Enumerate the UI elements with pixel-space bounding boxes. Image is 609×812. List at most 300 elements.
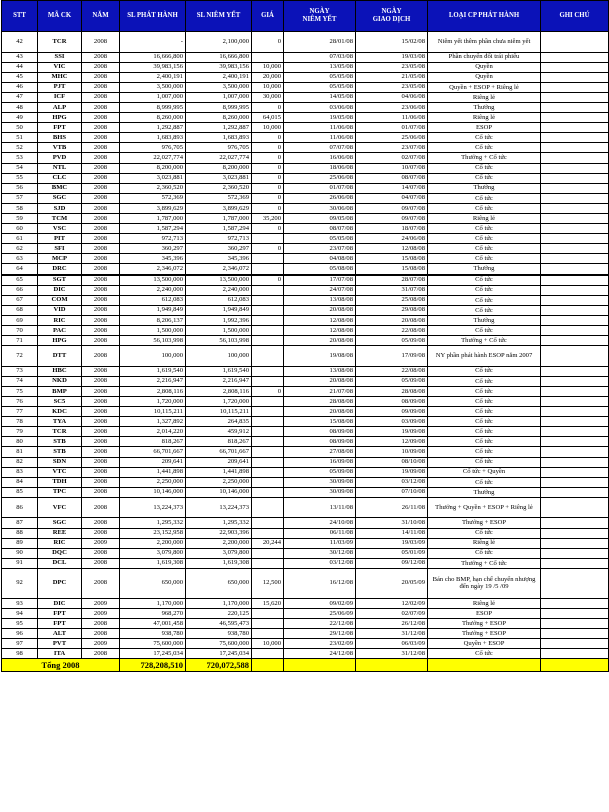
cell-issue-type: Cổ tức [428, 254, 541, 264]
cell-listed-qty: 10,115,211 [186, 407, 252, 417]
cell-stock-code: HPG [38, 113, 82, 123]
cell-note [541, 528, 609, 538]
cell-trade-date: 08/09/08 [356, 397, 428, 407]
cell-trade-date: 03/12/08 [356, 477, 428, 487]
cell-year: 2008 [82, 477, 120, 487]
cell-list-date: 13/08/08 [284, 295, 356, 305]
col-header-type: LOẠI CP PHÁT HÀNH [428, 1, 541, 32]
cell-year: 2008 [82, 193, 120, 203]
cell-issued-qty: 1,292,887 [120, 123, 186, 133]
cell-listed-qty: 1,787,000 [186, 214, 252, 224]
cell-listed-qty: 345,396 [186, 254, 252, 264]
cell-listed-qty: 3,023,881 [186, 173, 252, 183]
total-empty-note [541, 659, 609, 672]
cell-trade-date: 07/10/08 [356, 487, 428, 497]
table-row [2, 224, 609, 234]
cell-note [541, 487, 609, 497]
cell-listed-qty: 1,619,308 [186, 558, 252, 568]
cell-issued-qty: 1,619,308 [120, 558, 186, 568]
cell-trade-date: 02/07/08 [356, 153, 428, 163]
cell-issue-type: Phần chuyển đổi trái phiếu [428, 52, 541, 62]
cell-note [541, 629, 609, 639]
cell-stock-code: SC5 [38, 397, 82, 407]
total-row [2, 659, 609, 672]
cell-price: 64,015 [252, 113, 284, 123]
cell-year: 2008 [82, 275, 120, 286]
cell-list-date: 29/12/08 [284, 629, 356, 639]
cell-list-date: 27/08/08 [284, 447, 356, 457]
cell-price [252, 619, 284, 629]
cell-year: 2008 [82, 244, 120, 254]
cell-note [541, 538, 609, 548]
table-footer [2, 659, 609, 672]
table-row [2, 326, 609, 336]
cell-stt: 56 [2, 183, 38, 193]
cell-trade-date: 05/09/08 [356, 376, 428, 386]
cell-price: 10,000 [252, 639, 284, 649]
cell-issue-type: Cổ tức [428, 163, 541, 173]
cell-stt: 82 [2, 457, 38, 467]
cell-year: 2009 [82, 538, 120, 548]
cell-price [252, 477, 284, 487]
cell-stock-code: SSI [38, 52, 82, 62]
cell-stt: 72 [2, 346, 38, 367]
cell-stt: 95 [2, 619, 38, 629]
cell-listed-qty: 3,899,629 [186, 203, 252, 213]
cell-price [252, 487, 284, 497]
cell-price: 0 [252, 193, 284, 203]
cell-stock-code: DIC [38, 598, 82, 608]
cell-issue-type: Thưởng [428, 183, 541, 193]
cell-year: 2008 [82, 305, 120, 315]
stock-issuance-table [1, 0, 609, 672]
cell-list-date: 16/06/08 [284, 153, 356, 163]
cell-stt: 52 [2, 143, 38, 153]
cell-price [252, 376, 284, 386]
cell-stt: 64 [2, 264, 38, 275]
cell-year: 2008 [82, 558, 120, 568]
cell-listed-qty: 1,949,849 [186, 305, 252, 315]
cell-stt: 65 [2, 275, 38, 286]
cell-stt: 42 [2, 32, 38, 53]
cell-year: 2008 [82, 214, 120, 224]
cell-listed-qty: 56,103,998 [186, 336, 252, 346]
cell-stt: 89 [2, 538, 38, 548]
cell-list-date: 06/11/08 [284, 528, 356, 538]
cell-trade-date: 19/03/09 [356, 538, 428, 548]
cell-stt: 74 [2, 376, 38, 386]
cell-issue-type: Cổ tức [428, 427, 541, 437]
cell-issue-type: Cổ tức [428, 407, 541, 417]
cell-stt: 44 [2, 62, 38, 72]
col-header-stt: STT [2, 1, 38, 32]
table-row [2, 407, 609, 417]
table-row [2, 143, 609, 153]
cell-list-date: 11/06/08 [284, 123, 356, 133]
cell-issue-type: Niêm yết thêm phần chưa niêm yết [428, 32, 541, 53]
cell-stock-code: TCM [38, 214, 82, 224]
cell-stt: 61 [2, 234, 38, 244]
col-header-price: GIÁ [252, 1, 284, 32]
cell-issue-type: Cổ tức [428, 457, 541, 467]
cell-price: 0 [252, 102, 284, 112]
cell-year: 2008 [82, 264, 120, 275]
col-header-list-date: NGÀY NIÊM YẾT [284, 1, 356, 32]
cell-stock-code: HBC [38, 366, 82, 376]
cell-year: 2008 [82, 113, 120, 123]
cell-list-date: 08/07/08 [284, 224, 356, 234]
cell-listed-qty: 1,295,332 [186, 518, 252, 528]
cell-issued-qty: 360,297 [120, 244, 186, 254]
cell-stock-code: REE [38, 528, 82, 538]
cell-price [252, 649, 284, 659]
cell-listed-qty: 972,713 [186, 234, 252, 244]
cell-issue-type: Thưởng [428, 487, 541, 497]
cell-stt: 55 [2, 173, 38, 183]
cell-list-date: 20/08/08 [284, 305, 356, 315]
cell-year: 2008 [82, 143, 120, 153]
cell-issue-type: Riêng lẻ [428, 598, 541, 608]
cell-note [541, 619, 609, 629]
cell-list-date: 16/09/08 [284, 457, 356, 467]
cell-price [252, 305, 284, 315]
cell-note [541, 397, 609, 407]
cell-note [541, 417, 609, 427]
table-row [2, 82, 609, 92]
cell-issue-type: Cổ tức [428, 417, 541, 427]
table-row [2, 275, 609, 286]
cell-stock-code: SGC [38, 193, 82, 203]
cell-issued-qty: 2,240,000 [120, 285, 186, 295]
cell-note [541, 244, 609, 254]
cell-stt: 46 [2, 82, 38, 92]
cell-listed-qty: 1,720,000 [186, 397, 252, 407]
cell-year: 2008 [82, 447, 120, 457]
table-row [2, 467, 609, 477]
cell-stock-code: DTT [38, 346, 82, 367]
cell-year: 2009 [82, 639, 120, 649]
cell-year: 2008 [82, 224, 120, 234]
cell-listed-qty: 938,780 [186, 629, 252, 639]
cell-trade-date: 14/07/08 [356, 183, 428, 193]
cell-list-date: 19/05/08 [284, 113, 356, 123]
cell-price: 0 [252, 153, 284, 163]
cell-trade-date: 28/08/08 [356, 386, 428, 396]
cell-issue-type: Cổ tức [428, 447, 541, 457]
cell-stt: 62 [2, 244, 38, 254]
cell-issue-type: Cổ tức [428, 133, 541, 143]
cell-stt: 98 [2, 649, 38, 659]
table-row [2, 264, 609, 275]
cell-price [252, 264, 284, 275]
table-row [2, 518, 609, 528]
col-header-trade-date: NGÀY GIAO DỊCH [356, 1, 428, 32]
cell-issued-qty: 16,666,800 [120, 52, 186, 62]
cell-list-date: 08/09/08 [284, 427, 356, 437]
cell-listed-qty: 8,200,000 [186, 163, 252, 173]
cell-list-date: 05/05/08 [284, 82, 356, 92]
cell-trade-date: 15/02/08 [356, 32, 428, 53]
cell-issued-qty: 572,369 [120, 193, 186, 203]
table-row [2, 52, 609, 62]
cell-price [252, 528, 284, 538]
cell-listed-qty: 66,701,667 [186, 447, 252, 457]
table-row [2, 548, 609, 558]
cell-note [541, 427, 609, 437]
cell-year: 2008 [82, 548, 120, 558]
cell-issue-type: Cổ tức [428, 548, 541, 558]
cell-note [541, 386, 609, 396]
cell-issued-qty: 22,027,774 [120, 153, 186, 163]
cell-stock-code: RIC [38, 538, 82, 548]
cell-list-date: 05/05/08 [284, 72, 356, 82]
cell-list-date: 19/08/08 [284, 346, 356, 367]
cell-issue-type: Cổ tức [428, 477, 541, 487]
cell-stt: 47 [2, 92, 38, 102]
cell-stt: 71 [2, 336, 38, 346]
cell-year: 2008 [82, 568, 120, 598]
cell-trade-date: 18/07/08 [356, 224, 428, 234]
cell-stock-code: SJD [38, 203, 82, 213]
cell-issued-qty: 3,899,629 [120, 203, 186, 213]
cell-trade-date: 23/05/08 [356, 62, 428, 72]
cell-listed-qty: 1,441,898 [186, 467, 252, 477]
cell-stock-code: BMC [38, 183, 82, 193]
cell-stock-code: PVD [38, 153, 82, 163]
cell-issue-type: Cổ tức [428, 143, 541, 153]
table-row [2, 538, 609, 548]
cell-issued-qty: 10,146,000 [120, 487, 186, 497]
cell-list-date: 22/12/08 [284, 619, 356, 629]
cell-issued-qty: 1,720,000 [120, 397, 186, 407]
cell-stt: 80 [2, 437, 38, 447]
cell-note [541, 649, 609, 659]
cell-trade-date: 15/08/08 [356, 264, 428, 275]
cell-year: 2008 [82, 427, 120, 437]
cell-trade-date: 12/08/08 [356, 244, 428, 254]
cell-list-date: 18/06/08 [284, 163, 356, 173]
cell-stt: 84 [2, 477, 38, 487]
table-row [2, 173, 609, 183]
cell-listed-qty: 75,600,000 [186, 639, 252, 649]
cell-issued-qty: 2,808,116 [120, 386, 186, 396]
cell-issued-qty: 8,200,000 [120, 163, 186, 173]
table-row [2, 183, 609, 193]
cell-stt: 48 [2, 102, 38, 112]
cell-listed-qty: 1,170,000 [186, 598, 252, 608]
cell-listed-qty: 1,683,893 [186, 133, 252, 143]
cell-issue-type: Bán cho BMP, hạn chế chuyển nhượng đến ngày 19 /5 /09 [428, 568, 541, 598]
table-row [2, 193, 609, 203]
table-row [2, 72, 609, 82]
cell-trade-date: 15/08/08 [356, 254, 428, 264]
cell-note [541, 173, 609, 183]
cell-list-date: 07/07/08 [284, 143, 356, 153]
cell-note [541, 477, 609, 487]
cell-stt: 45 [2, 72, 38, 82]
table-row [2, 336, 609, 346]
cell-stock-code: PAC [38, 326, 82, 336]
cell-note [541, 193, 609, 203]
cell-note [541, 52, 609, 62]
table-row [2, 487, 609, 497]
cell-trade-date: 19/09/08 [356, 467, 428, 477]
cell-listed-qty: 2,400,191 [186, 72, 252, 82]
cell-issued-qty: 3,023,881 [120, 173, 186, 183]
cell-stock-code: ALT [38, 629, 82, 639]
cell-trade-date: 10/09/08 [356, 447, 428, 457]
cell-stock-code: ITA [38, 649, 82, 659]
cell-note [541, 113, 609, 123]
cell-stt: 85 [2, 487, 38, 497]
cell-stt: 70 [2, 326, 38, 336]
cell-stock-code: VIC [38, 62, 82, 72]
cell-listed-qty: 1,292,887 [186, 123, 252, 133]
cell-issue-type: Cổ tức [428, 437, 541, 447]
cell-listed-qty: 22,027,774 [186, 153, 252, 163]
cell-note [541, 285, 609, 295]
cell-issue-type: Quyền [428, 62, 541, 72]
cell-stock-code: RIC [38, 315, 82, 325]
total-empty-price [252, 659, 284, 672]
cell-stock-code: COM [38, 295, 82, 305]
cell-trade-date: 29/08/08 [356, 305, 428, 315]
cell-listed-qty: 22,903,396 [186, 528, 252, 538]
cell-trade-date: 12/02/09 [356, 598, 428, 608]
table-row [2, 133, 609, 143]
cell-list-date: 09/02/09 [284, 598, 356, 608]
cell-issued-qty: 968,270 [120, 609, 186, 619]
cell-price [252, 346, 284, 367]
cell-stt: 92 [2, 568, 38, 598]
table-row [2, 32, 609, 53]
cell-stock-code: TPC [38, 487, 82, 497]
cell-year: 2008 [82, 629, 120, 639]
cell-stt: 43 [2, 52, 38, 62]
cell-stt: 90 [2, 548, 38, 558]
cell-listed-qty: 360,297 [186, 244, 252, 254]
cell-issued-qty: 1,007,000 [120, 92, 186, 102]
cell-price: 0 [252, 275, 284, 286]
cell-issue-type: Quyền [428, 72, 541, 82]
table-row [2, 102, 609, 112]
cell-list-date: 14/05/08 [284, 92, 356, 102]
cell-list-date: 04/08/08 [284, 254, 356, 264]
cell-stock-code: ICF [38, 92, 82, 102]
cell-year: 2008 [82, 163, 120, 173]
cell-listed-qty: 13,500,000 [186, 275, 252, 286]
cell-stt: 49 [2, 113, 38, 123]
cell-year: 2008 [82, 315, 120, 325]
cell-stt: 57 [2, 193, 38, 203]
table-row [2, 295, 609, 305]
cell-trade-date: 31/10/08 [356, 518, 428, 528]
table-row [2, 366, 609, 376]
cell-trade-date: 25/06/08 [356, 133, 428, 143]
cell-issue-type: Cổ tức [428, 326, 541, 336]
cell-price: 0 [252, 143, 284, 153]
cell-price [252, 254, 284, 264]
cell-note [541, 518, 609, 528]
cell-list-date: 20/08/08 [284, 376, 356, 386]
cell-listed-qty: 2,250,000 [186, 477, 252, 487]
cell-listed-qty: 459,912 [186, 427, 252, 437]
cell-stt: 97 [2, 639, 38, 649]
table-row [2, 315, 609, 325]
table-row [2, 386, 609, 396]
cell-list-date: 30/09/08 [284, 487, 356, 497]
cell-price [252, 497, 284, 518]
cell-trade-date: 08/10/08 [356, 457, 428, 467]
cell-year: 2009 [82, 609, 120, 619]
cell-list-date: 23/02/09 [284, 639, 356, 649]
cell-stock-code: SGC [38, 518, 82, 528]
cell-price: 20,000 [252, 72, 284, 82]
cell-issued-qty: 3,079,800 [120, 548, 186, 558]
cell-price: 0 [252, 32, 284, 53]
cell-trade-date: 11/06/08 [356, 113, 428, 123]
cell-issue-type: Cổ tức [428, 649, 541, 659]
cell-note [541, 437, 609, 447]
cell-list-date: 28/08/08 [284, 397, 356, 407]
cell-year: 2008 [82, 173, 120, 183]
col-header-listed: SL NIÊM YẾT [186, 1, 252, 32]
cell-year: 2008 [82, 32, 120, 53]
cell-stock-code: PIT [38, 234, 82, 244]
cell-listed-qty: 100,000 [186, 346, 252, 367]
cell-stt: 93 [2, 598, 38, 608]
cell-issue-type: Thưởng + Cổ tức [428, 558, 541, 568]
cell-year: 2008 [82, 92, 120, 102]
cell-price [252, 437, 284, 447]
cell-year: 2008 [82, 295, 120, 305]
cell-issue-type: Quyền + ESOP + Riêng lẻ [428, 82, 541, 92]
total-empty-list-date [284, 659, 356, 672]
header-row [2, 1, 609, 32]
table-row [2, 528, 609, 538]
cell-stock-code: HPG [38, 336, 82, 346]
cell-issued-qty: 13,500,000 [120, 275, 186, 286]
cell-stt: 91 [2, 558, 38, 568]
cell-note [541, 376, 609, 386]
cell-price [252, 366, 284, 376]
cell-trade-date: 23/05/08 [356, 82, 428, 92]
cell-issue-type: Cổ tức [428, 366, 541, 376]
cell-issued-qty: 39,983,156 [120, 62, 186, 72]
cell-listed-qty: 2,200,000 [186, 538, 252, 548]
cell-issued-qty: 1,295,332 [120, 518, 186, 528]
cell-price: 20,244 [252, 538, 284, 548]
cell-trade-date: 26/12/08 [356, 619, 428, 629]
cell-stock-code: TYA [38, 417, 82, 427]
cell-list-date: 08/09/08 [284, 437, 356, 447]
cell-stock-code: FPT [38, 609, 82, 619]
cell-year: 2008 [82, 417, 120, 427]
cell-stock-code: VID [38, 305, 82, 315]
col-header-issued: SL PHÁT HÀNH [120, 1, 186, 32]
cell-note [541, 326, 609, 336]
cell-price: 0 [252, 224, 284, 234]
cell-issue-type: NY phần phát hành ESOP năm 2007 [428, 346, 541, 367]
cell-price [252, 457, 284, 467]
cell-note [541, 163, 609, 173]
cell-listed-qty: 264,835 [186, 417, 252, 427]
cell-note [541, 62, 609, 72]
cell-note [541, 254, 609, 264]
cell-issued-qty: 47,001,458 [120, 619, 186, 629]
cell-stock-code: MHC [38, 72, 82, 82]
cell-year: 2008 [82, 376, 120, 386]
